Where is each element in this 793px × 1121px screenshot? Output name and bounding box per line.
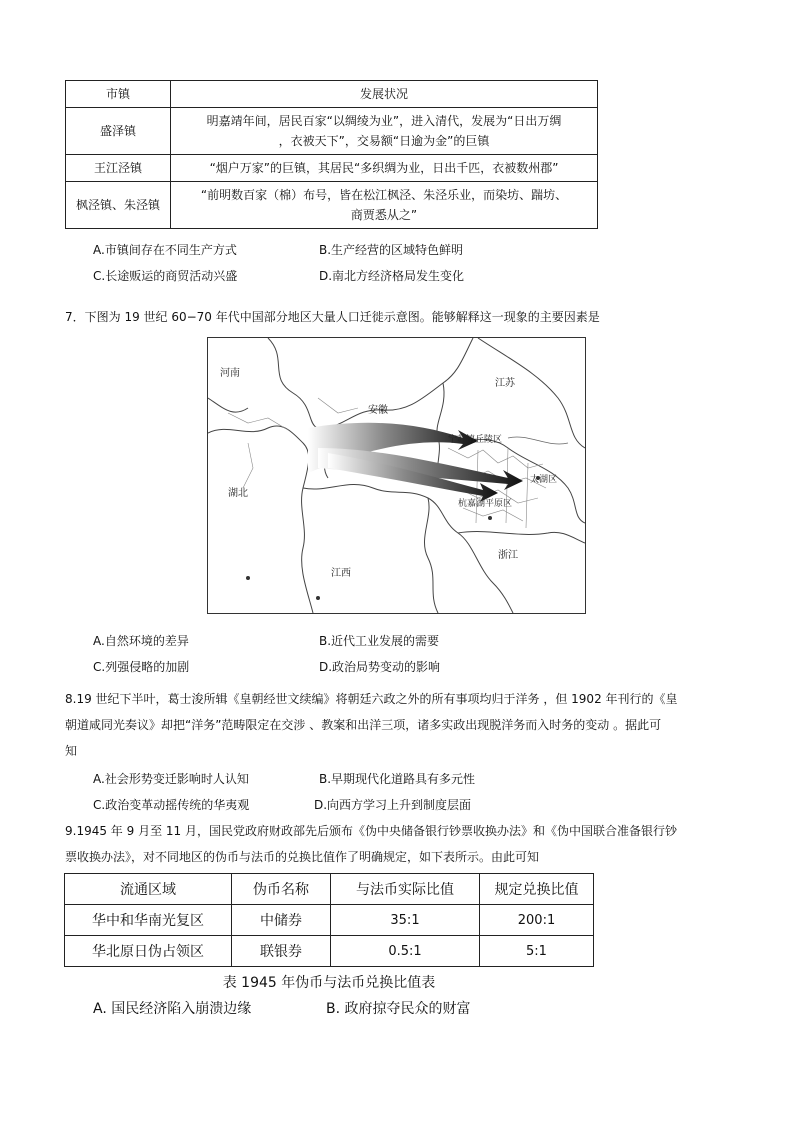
- table-cell: 中储券: [232, 905, 331, 936]
- status-line: 明嘉靖年间，居民百家“以绸绫为业”，进入清代，发展为“日出万绸: [206, 114, 562, 128]
- map-label-hangjiahu: 杭嘉湖平原区: [458, 499, 513, 509]
- q7-option-a: A.自然环境的差异: [93, 634, 189, 648]
- q8-stem-line: 8.19 世纪下半叶，葛士浚所辑《皇朝经世文续编》将朝廷六政之外的所有事项均归于洋务 ，但 1902 年刊行的《皇: [65, 692, 678, 706]
- table-cell: 5:1: [480, 936, 594, 967]
- table-header-cell: 流通区域: [65, 874, 232, 905]
- map-label-jiangsu: 江苏: [495, 378, 515, 389]
- table-cell-status: [171, 182, 598, 229]
- q8-stem: [65, 686, 735, 764]
- table-row: [66, 155, 598, 182]
- table-cell: 35:1: [331, 905, 480, 936]
- q9-option-a: A. 国民经济陷入崩溃边缘: [93, 1001, 252, 1017]
- status-line: “烟户万家”的巨镇，其居民“多织绸为业，日出千匹，衣被数州郡”: [209, 161, 559, 175]
- status-line: “前明数百家（棉）布号，皆在松江枫泾、朱泾乐业，而染坊、踹坊、: [200, 188, 568, 202]
- q8-option-d: D.向西方学习上升到制度层面: [314, 798, 472, 812]
- table-cell: 联银券: [232, 936, 331, 967]
- map-label-hubei: 湖北: [228, 488, 248, 499]
- map-label-ningzhen: 宁苏镇丘陵区: [448, 435, 503, 445]
- table-header-row: [65, 874, 594, 905]
- table-caption: 表 1945 年伪币与法币兑换比值表: [222, 975, 436, 991]
- q8-option-b: B.早期现代化道路具有多元性: [319, 772, 476, 786]
- table-cell-town: 盛泽镇: [66, 108, 171, 155]
- map-label-jiangxi: 江西: [331, 568, 351, 579]
- table-header-cell: 市镇: [66, 81, 171, 108]
- map-label-anhui: 安徽: [368, 405, 388, 416]
- status-line: 商贾悉从之”: [350, 208, 418, 222]
- q6-option-d: D.南北方经济格局发生变化: [319, 269, 465, 283]
- q9-stem-line: 票收换办法》，对不同地区的伪币与法币的兑换比值作了明确规定，如下表所示。由此可知: [65, 850, 540, 864]
- town-development-table: [65, 80, 598, 229]
- table-cell: 200:1: [480, 905, 594, 936]
- currency-exchange-table: [64, 873, 594, 967]
- table-cell-status: [171, 108, 598, 155]
- table-cell: 华中和华南光复区: [65, 905, 232, 936]
- table-header-cell: 与法币实际比值: [331, 874, 480, 905]
- map-label-henan: 河南: [220, 368, 240, 379]
- q7-option-b: B.近代工业发展的需要: [319, 634, 440, 648]
- table-row: [65, 936, 594, 967]
- q7-stem: 7．下图为 19 世纪 60−70 年代中国部分地区大量人口迁徙示意图。能够解释这一现象的主要因素是: [65, 310, 600, 324]
- table-cell-town: 王江泾镇: [66, 155, 171, 182]
- q9-stem-line: 9.1945 年 9 月至 11 月，国民党政府财政部先后颁布《伪中央储备银行钞票收换办法》和《伪中国联合准备银行钞: [65, 824, 677, 838]
- q8-stem-line: 朝道咸同光奏议》却把“洋务”范畴限定在交涉 、教案和出洋三项，诸多实政出现脱洋务而入时务的变动 。据此可: [65, 718, 662, 732]
- q9-stem: [65, 818, 735, 870]
- status-line: ，衣被天下”，交易额“日逾为金”的巨镇: [278, 134, 490, 148]
- q9-option-b: B. 政府掠夺民众的财富: [326, 1001, 471, 1017]
- table-cell: 0.5:1: [331, 936, 480, 967]
- table-cell: 华北原日伪占领区: [65, 936, 232, 967]
- table-header-row: [66, 81, 598, 108]
- q6-option-b: B.生产经营的区域特色鲜明: [319, 243, 464, 257]
- map-svg: [208, 338, 585, 613]
- q7-option-d: D.政治局势变动的影响: [319, 660, 441, 674]
- table-header-cell: 发展状况: [171, 81, 598, 108]
- table-header-cell: 规定兑换比值: [480, 874, 594, 905]
- map-label-taihu: 太湖区: [530, 475, 558, 485]
- table-row: [65, 905, 594, 936]
- table-cell-status: [171, 155, 598, 182]
- q7-option-c: C.列强侵略的加剧: [93, 660, 190, 674]
- q8-option-a: A.社会形势变迁影响时人认知: [93, 772, 249, 786]
- q8-option-c: C.政治变革动摇传统的华夷观: [93, 798, 250, 812]
- table-row: [66, 182, 598, 229]
- q8-stem-line: 知: [65, 744, 78, 758]
- table-row: [66, 108, 598, 155]
- migration-map: [207, 337, 586, 614]
- table-cell-town: 枫泾镇、朱泾镇: [66, 182, 171, 229]
- table-header-cell: 伪币名称: [232, 874, 331, 905]
- map-label-zhejiang: 浙江: [498, 550, 518, 561]
- q6-option-a: A.市镇间存在不同生产方式: [93, 243, 237, 257]
- q6-option-c: C.长途贩运的商贸活动兴盛: [93, 269, 238, 283]
